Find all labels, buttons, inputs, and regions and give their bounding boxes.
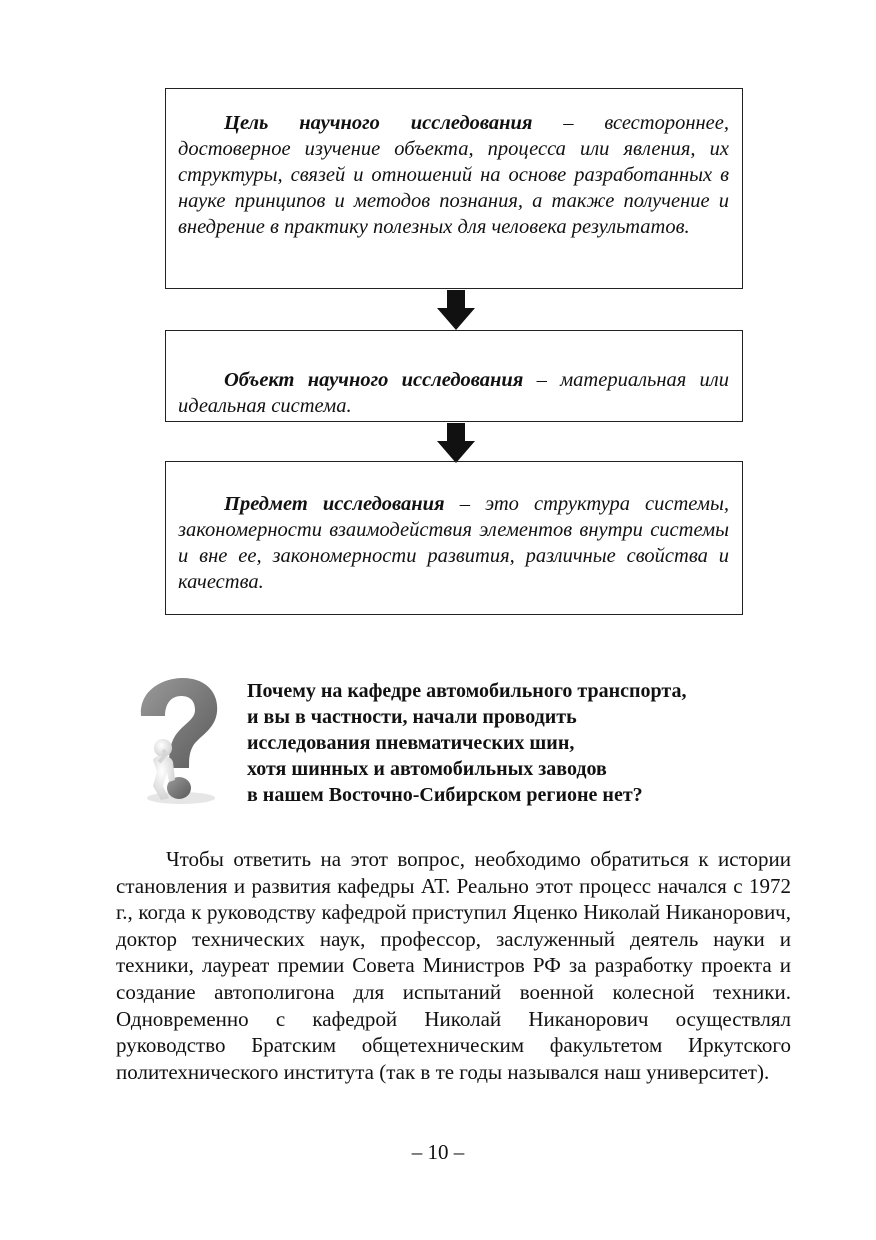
definition-term: Предмет исследования bbox=[224, 493, 445, 515]
definition-text bbox=[178, 491, 729, 595]
definition-term: Цель научного исследования bbox=[224, 112, 533, 134]
body-paragraph: Чтобы ответить на этот вопрос, необходимо обратиться к истории становления и развития кафедры АТ. Реально этот процесс начался с 1972 г., когда к руководству кафедрой приступил Яценко Николай Никанорович, доктор технических наук, профессор, заслуженный деятель науки и техники, лауреат премии Совета Министров РФ за разработку проекта и создание автополигона для испытаний военной колесной техники. Одновременно с кафедрой Николай Никанорович осуществлял руководство Братским общетехническим факультетом Иркутского политехнического института (так в те годы назывался наш университет). bbox=[116, 847, 791, 1084]
question-line: исследования пневматических шин, bbox=[247, 732, 575, 754]
definition-body: – материальная или идеальная система. bbox=[178, 369, 729, 417]
down-arrow-icon bbox=[437, 290, 475, 330]
definition-box-goal bbox=[165, 88, 743, 289]
question-line: и вы в частности, начали проводить bbox=[247, 706, 577, 728]
question-line: Почему на кафедре автомобильного транспорта, bbox=[247, 680, 687, 702]
definition-body: – это структура системы, закономерности взаимодействия элементов внутри системы и вне ее, закономерности развития, различные свойства и качества. bbox=[178, 493, 729, 593]
definition-term: Объект научного исследования bbox=[224, 369, 524, 391]
definition-text bbox=[178, 367, 729, 419]
definition-box-object bbox=[165, 330, 743, 422]
question-block bbox=[247, 678, 787, 808]
definition-box-subject bbox=[165, 461, 743, 615]
definition-text bbox=[178, 110, 729, 240]
question-line: в нашем Восточно-Сибирском регионе нет? bbox=[247, 784, 643, 806]
down-arrow-icon bbox=[437, 423, 475, 463]
question-mark-figure-icon bbox=[133, 676, 223, 806]
definition-body: – всестороннее, достоверное изучение объекта, процесса или явления, их структуры, связей и отношений на основе разработанных в науке принципов и методов познания, а также получение и внедрение в практику полезных для человека результатов. bbox=[178, 112, 729, 238]
question-line: хотя шинных и автомобильных заводов bbox=[247, 758, 607, 780]
page-number: – 10 – bbox=[411, 1140, 465, 1164]
